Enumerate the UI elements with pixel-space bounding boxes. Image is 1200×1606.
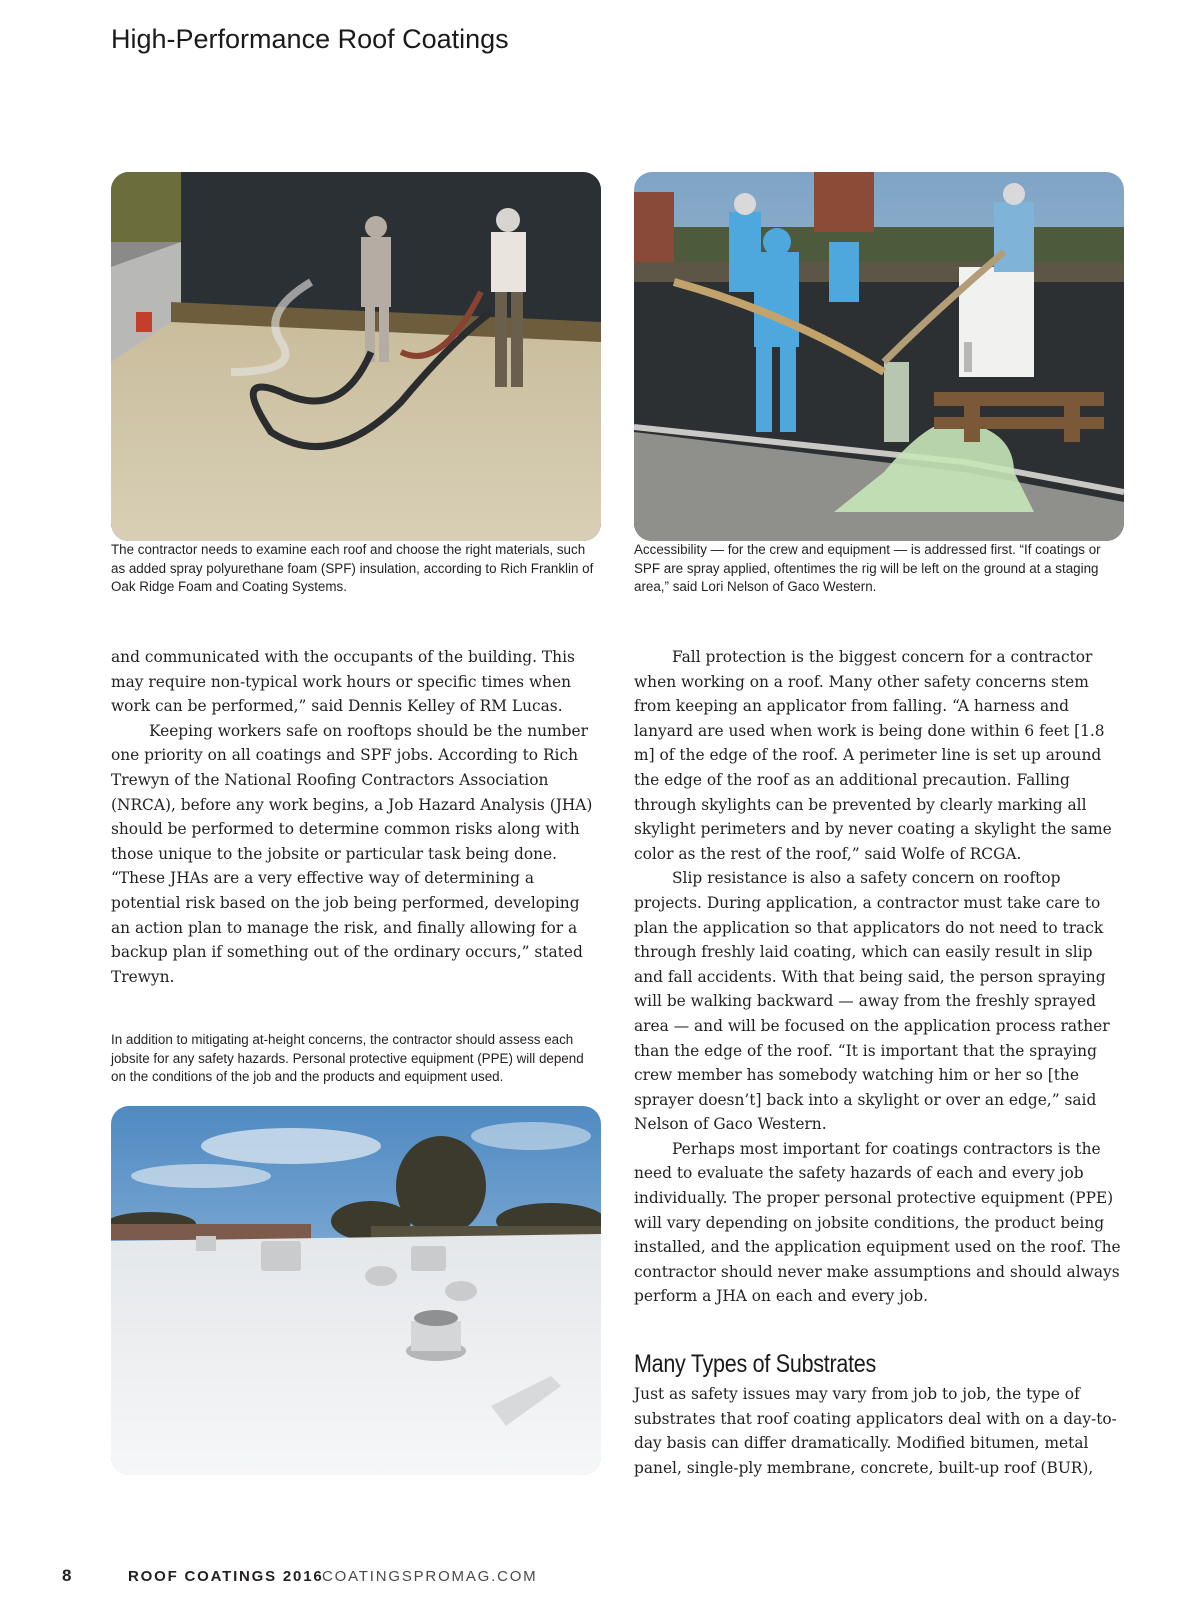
section-body [634, 1382, 1124, 1480]
body-paragraph: Keeping workers safe on rooftops should be the number one priority on all coatings and SPF jobs. According to Rich Trewyn of the National Roofing Contractors Association (NRCA), before any work begins, a Job Hazard Analysis (JHA) should be performed to determine common risks along with those unique to the jobsite or particular task being done. “These JHAs are a very effective way of determining a potential risk based on the job being performed, developing an action plan to manage the risk, and finally allowing for a backup plan if something out of the ordinary occurs,” stated Trewyn. [111, 721, 593, 986]
body-paragraph: Perhaps most important for coatings contractors is the need to evaluate the safety hazards of each and every job individually. The proper personal protective equipment (PPE) will vary depending on jobsite conditions, the product being installed, and the application equipment used on the roof. The contractor should never make assumptions and should always perform a JHA on each and every job. [634, 1139, 1121, 1306]
section-heading: Many Types of Substrates [634, 1350, 876, 1378]
photo-3-caption: In addition to mitigating at-height concerns, the contractor should assess each jobsite for any safety hazards. Personal protective equipment (PPE) will depend on the conditions of the job and the products and equipment used. [111, 1032, 584, 1084]
body-paragraph: Fall protection is the biggest concern for a contractor when working on a roof. Many other safety concerns stem from keeping an applicator from falling. “A harness and lanyard are used when work is being done within 6 feet [1.8 m] of the edge of the roof. A perimeter line is set up around the edge of the roof as an additional precaution. Falling through skylights can be prevented by clearly marking all skylight perimeters and by never coating a skylight the same color as the rest of the roof,” said Wolfe of RCGA. [634, 648, 1112, 863]
photo-2-caption: Accessibility — for the crew and equipment — is addressed first. “If coatings or SPF are spray applied, oftentimes the rig will be left on the ground at a staging area,” said Lori Nelson of Gaco Western. [634, 542, 1101, 594]
photo-crew-accessibility [634, 172, 1124, 541]
running-header-title: High-Performance Roof Coatings [111, 24, 509, 54]
photo-coated-roof [111, 1106, 601, 1475]
photo-spf-spraying [111, 172, 601, 541]
photo-1-caption: The contractor needs to examine each roof and choose the right materials, such as added spray polyurethane foam (SPF) insulation, according to Rich Franklin of Oak Ridge Foam and Coating Systems. [111, 542, 594, 594]
body-right-column [634, 645, 1124, 1309]
publication-name: ROOF COATINGS 2016 [128, 1568, 324, 1585]
body-paragraph: Slip resistance is also a safety concern on rooftop projects. During application, a contractor must take care to plan the application so that applicators do not need to track through freshly laid coating, which can easily result in slip and fall accidents. With that being said, the person spraying will be walking backward — away from the freshly sprayed area — and will be focused on the application process rather than the edge of the roof. “It is important that the spraying crew member has somebody watching him or her so [the sprayer doesn’t] back into a skylight or over an edge,” said Nelson of Gaco Western. [634, 869, 1110, 1134]
website-url: COATINGSPROMAG.COM [322, 1568, 538, 1585]
body-paragraph: and communicated with the occupants of the building. This may require non-typical work hours or specific times when work can be performed,” said Dennis Kelley of RM Lucas. [111, 648, 575, 716]
body-paragraph: Just as safety issues may vary from job to job, the type of substrates that roof coating applicators deal with on a day-to-day basis can differ dramatically. Modified bitumen, metal panel, single-ply membrane, concrete, built-up roof (BUR), [634, 1385, 1117, 1477]
body-left-column [111, 645, 601, 989]
page-number: 8 [62, 1566, 72, 1585]
